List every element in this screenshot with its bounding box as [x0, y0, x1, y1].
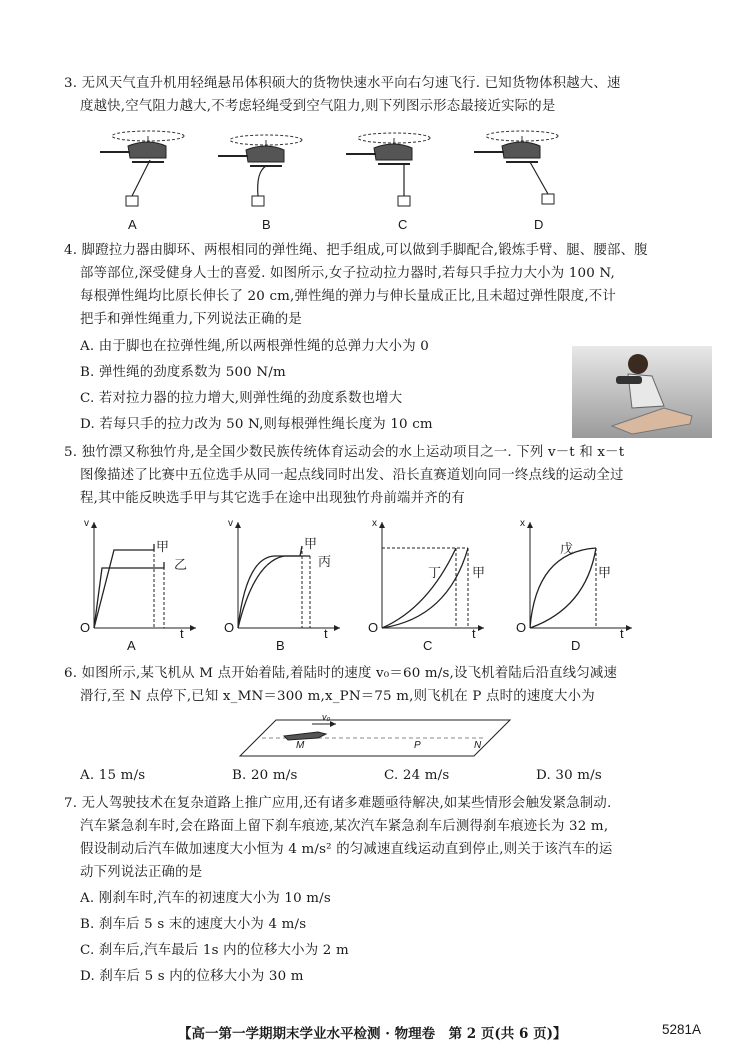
- graph-b-label-jia: 甲: [304, 536, 318, 551]
- cargo-b: [252, 196, 264, 206]
- runway-point-n: N: [474, 740, 482, 751]
- helicopter-b: [218, 135, 302, 166]
- graph-d-xaxis: t: [620, 626, 624, 641]
- q3-option-c[interactable]: C: [398, 217, 408, 232]
- q4-option-a[interactable]: A. 由于脚也在拉弹性绳,所以两根弹性绳的总弹力大小为 0: [80, 339, 429, 354]
- q7-option-d[interactable]: D. 刹车后 5 s 内的位移大小为 30 m: [80, 969, 304, 984]
- rope-b: [258, 166, 266, 196]
- helicopter-d: [474, 131, 558, 162]
- cargo-c: [398, 196, 410, 206]
- graph-c-xaxis: t: [472, 626, 476, 641]
- q7-line-2: 汽车紧急刹车时,会在路面上留下刹车痕迹,某次汽车紧急刹车后测得刹车痕迹长为 32 m,: [80, 819, 609, 834]
- q4-line-1: 4. 脚蹬拉力器由脚环、两根相同的弹性绳、把手组成,可以做到手脚配合,锻炼手臂、腿、腰部、腹: [64, 243, 648, 258]
- graph-a-label-yi: 乙: [174, 557, 188, 572]
- graph-a-yaxis: v: [84, 518, 89, 529]
- q5-line-3: 程,其中能反映选手甲与其它选手在途中出现独竹舟前端并齐的有: [80, 491, 465, 506]
- q7-option-c[interactable]: C. 刹车后,汽车最后 1s 内的位移大小为 2 m: [80, 943, 349, 958]
- graph-d-origin: O: [516, 620, 527, 635]
- paper-code: 5281A: [662, 1022, 702, 1037]
- q4-line-4: 把手和弹性绳重力,下列说法正确的是: [80, 312, 302, 327]
- q6-line-1: 6. 如图所示,某飞机从 M 点开始着陆,着陆时的速度 v₀＝60 m/s,设飞机着陆后沿直线匀减速: [64, 666, 618, 681]
- q5-option-b[interactable]: B: [276, 638, 285, 653]
- graph-c-yaxis: x: [372, 518, 377, 529]
- q3-option-a[interactable]: A: [128, 217, 137, 232]
- q5-option-a[interactable]: A: [127, 638, 136, 653]
- rope-d: [530, 162, 548, 194]
- q6-option-c[interactable]: C. 24 m/s: [384, 768, 450, 783]
- q3-line-2: 度越快,空气阻力越大,不考虑轻绳受到空气阻力,则下列图示形态最接近实际的是: [80, 99, 556, 114]
- q3-option-d[interactable]: D: [534, 217, 544, 232]
- q5-graph-b: [224, 518, 344, 638]
- q4-line-3: 每根弹性绳均比原长伸长了 20 cm,弹性绳的弹力与伸长量成正比,且未超过弹性限度,不计: [80, 289, 616, 304]
- fitness-photo: [572, 346, 712, 438]
- graph-c-origin: O: [368, 620, 379, 635]
- q3-option-b[interactable]: B: [262, 217, 271, 232]
- q4-line-2: 部等部位,深受健身人士的喜爱. 如图所示,女子拉动拉力器时,若每只手拉力大小为 100 N,: [80, 266, 615, 281]
- helicopter-c: [346, 133, 430, 164]
- graph-c-label-jia: 甲: [472, 565, 486, 580]
- helicopter-figures: [0, 0, 752, 240]
- q5-line-2: 图像描述了比赛中五位选手从同一起点线同时出发、沿长直赛道划向同一终点线的运动全过: [80, 468, 624, 483]
- graph-b-xaxis: t: [324, 626, 328, 641]
- helicopter-a: [100, 131, 184, 162]
- q5-graph-a: [80, 518, 200, 638]
- runway-diagram: [240, 710, 510, 760]
- page-footer: 【高一第一学期期末学业水平检测 · 物理卷 第 2 页(共 6 页)】: [178, 1026, 567, 1042]
- q6-option-a[interactable]: A. 15 m/s: [80, 768, 146, 783]
- graph-a-label-jia: 甲: [156, 539, 170, 554]
- q7-line-3: 假设制动后汽车做加速度大小恒为 4 m/s² 的匀减速直线运动直到停止,则关于该汽车的运: [80, 842, 613, 857]
- graph-b-origin: O: [224, 620, 235, 635]
- rope-a: [132, 160, 150, 196]
- q7-line-1: 7. 无人驾驶技术在复杂道路上推广应用,还有诸多难题亟待解决,如某些情形会触发紧急制动.: [64, 796, 612, 811]
- q4-option-b[interactable]: B. 弹性绳的劲度系数为 500 N/m: [80, 365, 286, 380]
- q4-option-c[interactable]: C. 若对拉力器的拉力增大,则弹性绳的劲度系数也增大: [80, 391, 403, 406]
- graph-b-label-bing: 丙: [318, 554, 332, 569]
- graph-c-label-ding: 丁: [428, 565, 442, 580]
- graph-a-xaxis: t: [180, 626, 184, 641]
- runway-point-m: M: [296, 740, 305, 751]
- graph-a-origin: O: [80, 620, 91, 635]
- q7-line-4: 动下列说法正确的是: [80, 865, 203, 880]
- graph-d-label-jia: 甲: [598, 565, 612, 580]
- runway-point-p: P: [414, 740, 421, 751]
- q6-line-2: 滑行,至 N 点停下,已知 x_MN＝300 m,x_PN＝75 m,则飞机在 P 点时的速度大小为: [80, 689, 595, 704]
- q4-option-d[interactable]: D. 若每只手的拉力改为 50 N,则每根弹性绳长度为 10 cm: [80, 417, 433, 432]
- cargo-a: [126, 196, 138, 206]
- q7-option-a[interactable]: A. 刚刹车时,汽车的初速度大小为 10 m/s: [80, 891, 331, 906]
- runway-v0-label: v₀: [322, 712, 331, 722]
- q5-line-1: 5. 独竹漂又称独竹舟,是全国少数民族传统体育运动会的水上运动项目之一. 下列 v－t 和 x－t: [64, 445, 625, 460]
- cargo-d: [542, 194, 554, 204]
- q6-option-d[interactable]: D. 30 m/s: [536, 768, 602, 783]
- graph-d-label-wu: 戊: [560, 541, 574, 556]
- graph-d-yaxis: x: [520, 518, 525, 529]
- q5-graph-d: [516, 518, 636, 638]
- q5-option-c[interactable]: C: [423, 638, 433, 653]
- graph-b-yaxis: v: [228, 518, 233, 529]
- q5-option-d[interactable]: D: [571, 638, 581, 653]
- q7-option-b[interactable]: B. 刹车后 5 s 末的速度大小为 4 m/s: [80, 917, 307, 932]
- q3-line-1: 3. 无风天气直升机用轻绳悬吊体积硕大的货物快速水平向右匀速飞行. 已知货物体积越大、速: [64, 76, 621, 91]
- q6-option-b[interactable]: B. 20 m/s: [232, 768, 298, 783]
